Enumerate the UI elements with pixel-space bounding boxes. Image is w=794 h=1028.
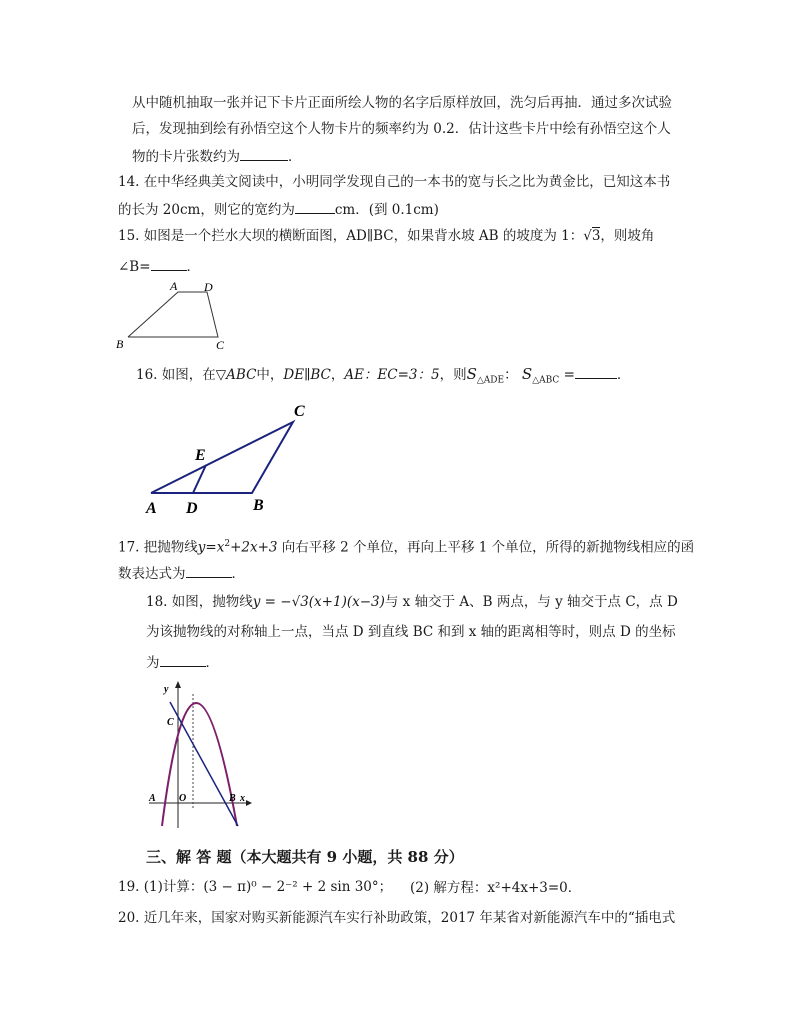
q16-triangle: ABC: [226, 367, 257, 383]
triangle-symbol: ▽: [215, 367, 227, 383]
q17-line-1: [118, 535, 694, 557]
answer-blank-13: [240, 146, 288, 161]
q16-line: [136, 364, 630, 390]
triangle-abc-figure: [138, 398, 318, 520]
q13-line-3-text: 物的卡片张数约为: [132, 149, 240, 165]
answer-blank-18: [160, 652, 206, 667]
answer-blank-17: [186, 563, 232, 578]
area-symbol-2: S: [521, 365, 533, 383]
q14-line-2-text: 的长为 20cm，则它的宽约为: [118, 202, 295, 218]
q18-line-3: [146, 652, 219, 672]
answer-blank-14: [295, 199, 335, 214]
q16-text: 16. 如图，在: [136, 367, 216, 383]
q19-part-1: [118, 878, 392, 896]
q15-line-2-end: ．: [186, 259, 201, 275]
label-d: D: [186, 500, 198, 517]
label-d: D: [204, 280, 213, 294]
label-c: C: [167, 717, 174, 728]
answer-blank-15: [151, 256, 187, 271]
sqrt-symbol: √: [583, 228, 592, 244]
q16-colon: ：: [504, 367, 518, 383]
line-bc: [170, 702, 238, 826]
y-axis-arrow-icon: [175, 681, 181, 688]
q16-condition-2: AE：EC=3：5: [344, 367, 440, 383]
q15-line-1: [118, 227, 654, 245]
area-symbol-1: S: [466, 365, 477, 383]
q15-line-1-end: ，则坡角: [600, 228, 655, 244]
q17-exponent: 2: [224, 539, 231, 549]
q13-line-2: 后，发现抽到绘有孙悟空这个人物卡片的频率约为 0.2．估计这些卡片中绘有孙悟空这个人: [132, 121, 671, 137]
parabola-figure: [143, 676, 253, 832]
q20-line-1: 20. 近几年来，国家对购买新能源汽车实行补助政策，2017 年某省对新能源汽车中的“插电式: [118, 910, 676, 926]
area-subscript-1: △ADE: [476, 375, 505, 386]
q17-expr: y=x: [197, 539, 225, 556]
label-c: C: [216, 338, 225, 350]
q13-line-3: [132, 146, 302, 166]
q18-line-1: [146, 593, 678, 611]
q16-text-2: 中，: [256, 367, 284, 383]
q18-line-2: 为该抛物线的对称轴上一点，当点 D 到直线 BC 和到 x 轴的距离相等时，则点 D 的坐标: [146, 624, 676, 640]
q14-line-1: 14. 在中华经典美文阅读中，小明同学发现自己的一本书的宽与长之比为黄金比，已知这本书: [118, 174, 671, 190]
q16-text-3: ，: [330, 367, 345, 383]
q17-line-2-end: ．: [231, 566, 245, 582]
q18-line-3-text: 为: [146, 655, 160, 671]
q15-line-1-text: 15. 如图是一个拦水大坝的横断面图，AD∥BC，如果背水坡 AB 的坡度为 1：: [118, 228, 584, 244]
label-b: B: [116, 337, 124, 350]
q16-eq: =: [563, 367, 575, 383]
q18-text-2: 与 x 轴交于 A、B 两点，与 y 轴交于点 C，点 D: [384, 594, 678, 610]
q16-condition-1: DE∥BC: [283, 367, 331, 383]
x-axis-arrow-icon: [246, 800, 252, 806]
q19-part-1-end: ；: [378, 879, 393, 895]
q14-line-2: [118, 199, 439, 219]
q17-line-2-text: 数表达式为: [118, 566, 186, 582]
q17-text: 17. 把抛物线: [118, 539, 198, 556]
label-y: y: [164, 684, 169, 695]
label-o: O: [179, 793, 187, 804]
label-a: A: [146, 500, 157, 517]
label-a: A: [170, 279, 178, 293]
label-a: A: [149, 793, 156, 804]
q17-line-2: [118, 563, 245, 583]
q17-expr-2: +2x+3: [230, 539, 278, 556]
q19-expression: (3 − π)⁰ − 2⁻² + 2 sin 30°: [203, 879, 379, 895]
q18-line-3-end: ．: [205, 655, 219, 671]
q13-line-1: 从中随机抽取一张并记下卡片正面所绘人物的名字后原样放回，洗匀后再抽．通过多次试验: [132, 95, 672, 111]
dam-trapezoid: [128, 292, 218, 337]
triangle-abc: [151, 422, 293, 493]
section-heading: 三、解 答 题（本大题共有 9 小题，共 88 分）: [146, 848, 464, 866]
label-x: x: [240, 793, 245, 804]
area-subscript-2: △ABC: [532, 375, 560, 386]
answer-blank-16: [575, 364, 617, 379]
label-b: B: [229, 793, 236, 804]
q18-formula: y = −√3(x+1)(x−3): [252, 594, 385, 610]
label-b: B: [253, 497, 264, 514]
q18-text: 18. 如图，抛物线: [146, 594, 253, 610]
label-e: E: [195, 447, 206, 464]
q16-end: ．: [616, 367, 631, 383]
sqrt-radicand: 3: [591, 228, 601, 244]
q17-text-2: 向右平移 2 个单位，再向上平移 1 个单位，所得的新抛物线相应的函: [277, 539, 695, 556]
q14-line-2-end: cm．(到 0.1cm): [334, 202, 439, 218]
q19-label: 19. (1)计算：: [118, 879, 204, 895]
dam-cross-section-figure: [112, 276, 242, 350]
q16-text-4: ，则: [439, 367, 467, 383]
q15-line-2-text: ∠B=: [118, 259, 151, 275]
q15-line-2: [118, 256, 200, 276]
q13-line-3-end: ．: [288, 149, 302, 165]
label-c: C: [294, 403, 305, 420]
q19-part-2: (2) 解方程：x²+4x+3=0．: [410, 880, 582, 896]
